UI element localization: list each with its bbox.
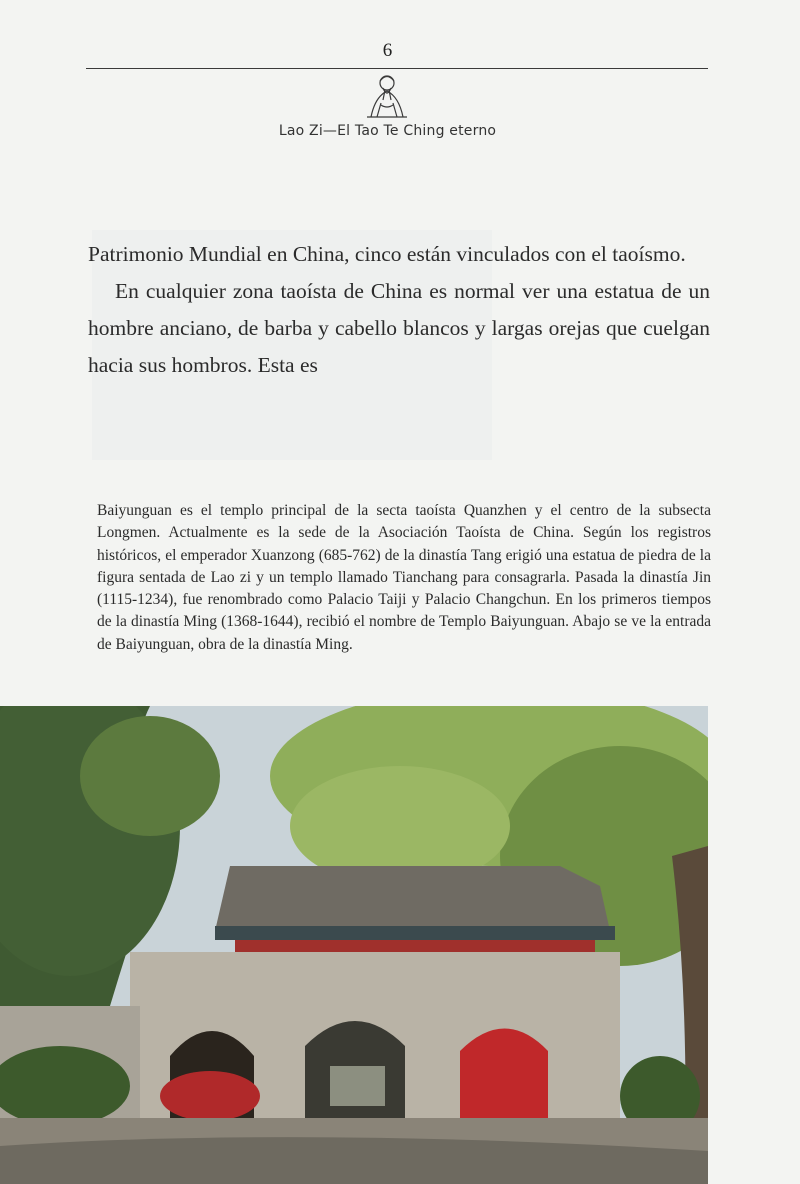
body-paragraph: En cualquier zona taoísta de China es normal ver una estatua de un hombre anciano, de barba y cabello blancos y largas orejas que cuelgan hacia sus hombros. Esta es bbox=[88, 279, 710, 377]
photo-caption: Baiyunguan es el templo principal de la secta taoísta Quanzhen y el centro de la subsecta Longmen. Actualmente es la sede de la Asociación Taoísta de China. Según los registros históricos, el emperador Xuanzong (685-762) de la dinastía Tang erigió una estatua de piedra de la figura sentada de Lao zi y un templo llamado Tianchang para consagrarla. Pasada la dinastía Jin (1115-1234), fue renombrado como Palacio Taiji y Palacio Changchun. En los primeros tiempos de la dinastía Ming (1368-1644), recibió el nombre de Templo Baiyunguan. Abajo se ve la entrada de Baiyunguan, obra de la dinastía Ming. bbox=[97, 502, 711, 653]
running-title: Lao Zi—El Tao Te Ching eterno bbox=[278, 123, 497, 139]
page-number: 6 bbox=[382, 40, 393, 61]
body-text bbox=[88, 236, 710, 384]
header-rule bbox=[86, 68, 708, 69]
temple-gate-photo bbox=[0, 706, 708, 1184]
body-paragraph: Patrimonio Mundial en China, cinco están vinculados con el taoísmo. bbox=[88, 242, 686, 266]
lao-zi-portrait-icon bbox=[361, 71, 413, 119]
